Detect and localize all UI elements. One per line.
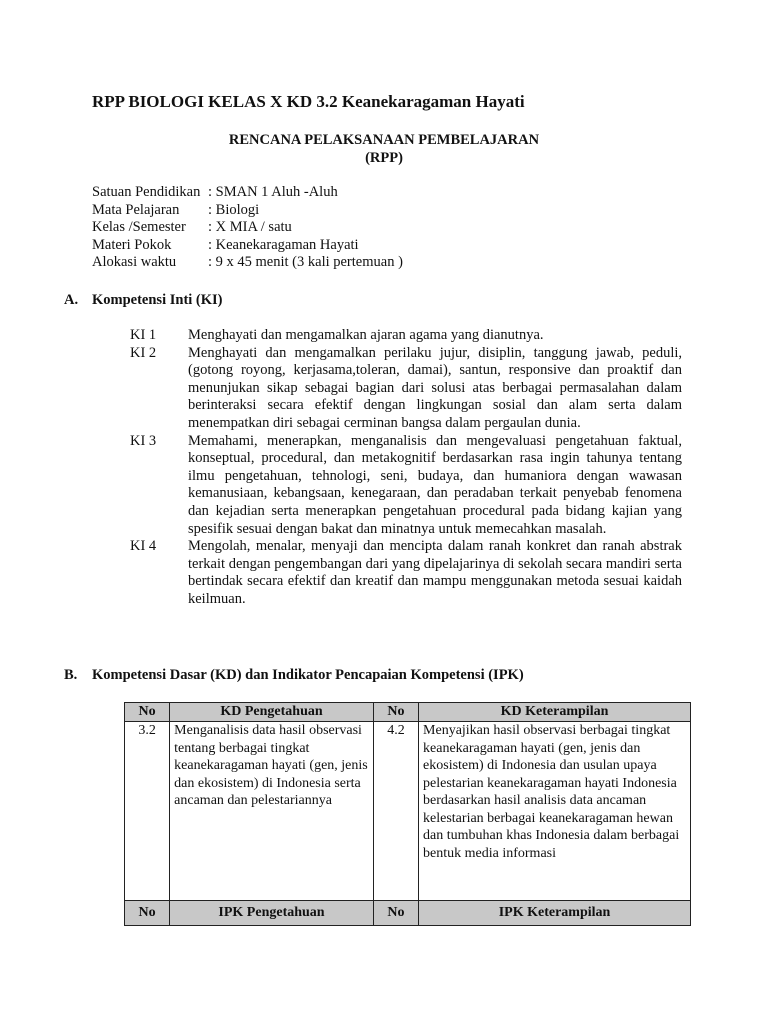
cell-kd-pengetahuan: Menganalisis data hasil observasi tentang berbagai tingkat keanekaragaman hayati (gen, jenis dan ekosistem) di Indonesia serta ancaman dan pelestariannya xyxy=(170,722,374,901)
ki-code: KI 3 xyxy=(130,432,157,449)
identity-label: Mata Pelajaran xyxy=(92,201,180,218)
cell-no-pengetahuan: 3.2 xyxy=(125,722,170,901)
identity-row xyxy=(92,254,403,272)
ki-text: Menghayati dan mengamalkan ajaran agama yang dianutnya. xyxy=(188,327,544,343)
identity-value: : Keanekaragaman Hayati xyxy=(208,236,359,253)
table-row xyxy=(125,722,691,901)
ki-item xyxy=(130,345,682,433)
identity-block xyxy=(92,184,403,272)
header-no: No xyxy=(373,901,418,926)
identity-value: : SMAN 1 Aluh -Aluh xyxy=(208,184,338,200)
identity-label: Kelas /Semester xyxy=(92,219,186,236)
header-ipk-pengetahuan: IPK Pengetahuan xyxy=(170,901,374,926)
ki-item xyxy=(130,538,682,608)
header-no: No xyxy=(125,901,170,926)
header-kd-pengetahuan: KD Pengetahuan xyxy=(170,703,374,722)
rpp-heading xyxy=(0,131,768,167)
ki-text: Memahami, menerapkan, menganalisis dan mengevaluasi pengetahuan faktual, konseptual, procedural, dan metakognitif berdasarkan rasa ingin tahunya tentang ilmu pengetahuan, tehnologi, seni, budaya, dan humaniora dengan wawasan kemanusiaan, kebangsaan, kenegaraan, dan peradaban terkait penyebab fenomena dan kejadian serta menerapkan pengetahuan procedural pada bidang kajian yang spesifik sesuai dengan bakat dan minatnya untuk memecahkan masalah. xyxy=(188,432,682,537)
ipk-header-row xyxy=(125,901,691,926)
identity-row xyxy=(92,237,403,255)
identity-row xyxy=(92,202,403,220)
identity-value: : X MIA / satu xyxy=(208,219,292,236)
ki-code: KI 2 xyxy=(130,344,157,361)
section-b-letter: B. xyxy=(64,667,78,683)
ki-text: Mengolah, menalar, menyaji dan mencipta dalam ranah konkret dan ranah abstrak terkait dengan pengembangan dari yang dipelajarinya di sekolah secara mandiri serta bertindak secara efektif dan kreatif dan mampu menggunakan metoda sesuai kaidah keilmuan. xyxy=(188,538,682,607)
identity-row xyxy=(92,184,403,202)
ki-code: KI 1 xyxy=(130,327,157,343)
ki-item xyxy=(130,433,682,539)
ki-list xyxy=(130,327,682,609)
section-b-title: Kompetensi Dasar (KD) dan Indikator Pencapaian Kompetensi (IPK) xyxy=(92,667,524,683)
header-no: No xyxy=(373,703,418,722)
cell-kd-keterampilan: Menyajikan hasil observasi berbagai tingkat keanekaragaman hayati (gen, jenis dan ekosistem) di Indonesia dan usulan upaya pelestarian keanekaragaman hayati Indonesia berdasarkan hasil analisis data ancaman kelestarian berbagai keanekaragaman hewan dan tumbuhan khas Indonesia dalam berbagai bentuk media informasi xyxy=(419,722,691,901)
header-no: No xyxy=(125,703,170,722)
kd-table xyxy=(124,702,691,926)
ki-code: KI 4 xyxy=(130,538,157,555)
ki-item xyxy=(130,327,682,345)
identity-label: Alokasi waktu xyxy=(92,254,177,271)
header-kd-keterampilan: KD Keterampilan xyxy=(419,703,691,722)
identity-label: Materi Pokok xyxy=(92,236,172,253)
identity-row xyxy=(92,219,403,237)
cell-no-keterampilan: 4.2 xyxy=(373,722,418,901)
identity-label: Satuan Pendidikan xyxy=(92,184,201,200)
identity-value: : 9 x 45 menit (3 kali pertemuan ) xyxy=(208,254,403,271)
rpp-heading-line1: RENCANA PELAKSANAAN PEMBELAJARAN xyxy=(228,132,540,148)
document-title: RPP BIOLOGI KELAS X KD 3.2 Keanekaragaman Hayati xyxy=(92,92,525,111)
kd-header-row xyxy=(125,703,691,722)
ki-text: Menghayati dan mengamalkan perilaku jujur, disiplin, tanggung jawab, peduli, (gotong royong, kerjasama,toleran, damai), santun, responsive dan proaktif dan menunjukan sikap sebagai bagian dari solusi atas berbagai permasalahan dalam berinteraksi secara efektif dengan lingkungan sosial dan alam serta dalam menempatkan diri sebagai cerminan bangsa dalam pergaulan dunia. xyxy=(188,344,682,431)
identity-value: : Biologi xyxy=(208,201,260,218)
section-a-title: Kompetensi Inti (KI) xyxy=(92,292,223,308)
header-ipk-keterampilan: IPK Keterampilan xyxy=(419,901,691,926)
section-a-letter: A. xyxy=(64,292,79,308)
rpp-heading-line2: (RPP) xyxy=(365,150,403,166)
